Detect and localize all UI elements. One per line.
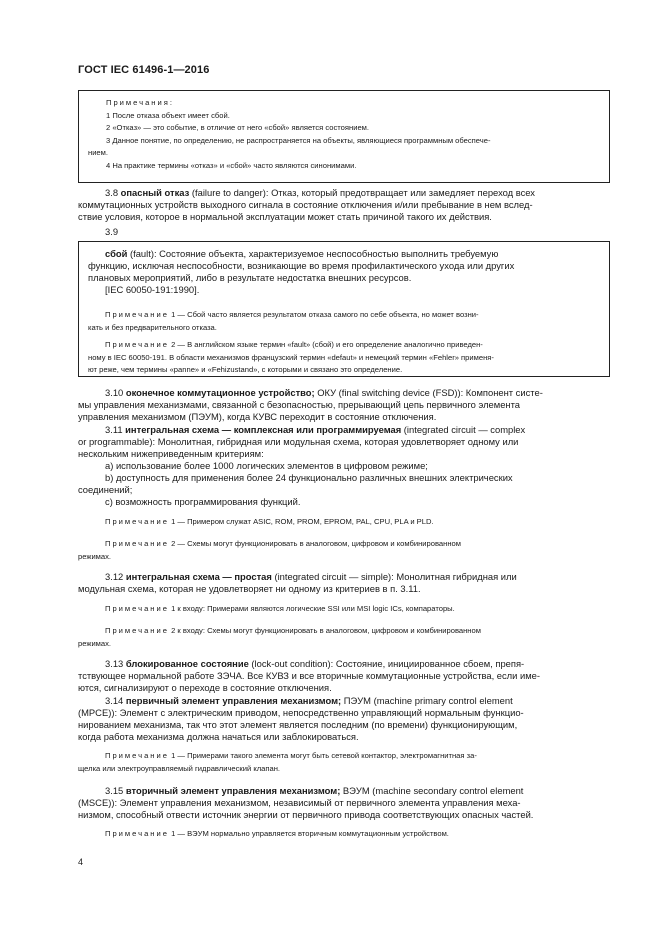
page-number: 4 [78,857,84,867]
clause-3-11 [78,424,610,508]
clause-text: (lock-out condition): Состояние, инициированное сбоем, препя- [248,658,525,669]
note-item: 1 После отказа объект имеет сбой. [106,110,230,120]
list-item: соединений; [78,484,133,495]
clause-text: модульная схема, которая не удовлетворяет ни одному из критериев в п. 3.11. [78,583,421,594]
note-text: кать и без предварительного отказа. [88,322,217,332]
term: интегральная схема — комплексная или программируемая [125,424,402,435]
note-item: 3 Данное понятие, по определению, не распространяется на объекты, являющиеся программным обеспече- [106,135,491,145]
note-label: Примечание [105,829,169,838]
term: интегральная схема — простая [125,571,272,582]
clause-3-14 [78,695,610,743]
notes-title: Примечания: [106,98,174,107]
notes-box-text [88,97,604,172]
clause-text: нированием механизма, так что этот элемент является последним (по времени) функционирующим, [78,719,518,730]
note-item: 2 «Отказ» — это событие, в отличие от него «сбой» является состоянием. [106,123,369,132]
clause-3-8 [78,187,610,223]
clause-text: управления механизмом (ПЭУМ), когда КУВС переходит в состояние отключения. [78,411,437,422]
clause-text: ОКУ (final switching device (FSD)): Компонент систе- [314,387,543,398]
note-text: 1 к входу: Примерами являются логические SSI или MSI logic ICs, компараторы. [168,604,455,613]
clause-text: ПЭУМ (machine primary control element [341,695,513,706]
note-text: 2 — Схемы могут функционировать в аналоговом, цифровом и комбинированном [168,539,461,548]
term: сбой [105,248,128,259]
note-label: Примечание [105,310,169,319]
clause-text: когда работа механизма должна начаться или заблокироваться. [78,731,359,742]
clause-text: ВЭУМ (machine secondary control element [340,785,524,796]
definition-notes [88,309,602,377]
note-text: 1 — ВЭУМ нормально управляется вторичным коммутационным устройством. [168,829,449,838]
note-text: режимах. [78,638,112,648]
clause-number: 3.12 [105,571,124,582]
term: опасный отказ [120,187,190,198]
note-label: Примечание [105,517,169,526]
reference: [IEC 60050-191:1990]. [105,284,200,295]
clause-3-12-note-2 [78,625,610,650]
note-text: 1 — Примерами такого элемента могут быть сетевой контактор, электромагнитная за- [168,751,477,760]
clause-text: нескольким нижеприведенным критериям: [78,448,264,459]
clause-number: 3.8 [105,187,119,198]
clause-3-14-note-1 [78,750,610,775]
clause-3-15 [78,785,610,821]
clause-3-15-note-1 [78,828,610,841]
note-text: 1 — Примером служат ASIC, ROM, PROM, EPROM, PAL, CPU, PLA и PLD. [168,517,434,526]
definition-text: функцию, исключая неспособности, возникающие во время профилактического ухода или других [88,260,515,271]
term: первичный элемент управления механизмом; [125,695,342,706]
list-item: a) использование более 1000 логических элементов в цифровом режиме; [105,460,428,471]
clause-text: ствие условия, которое в нормальной эксплуатации может стать причиной такого их действия. [78,211,492,222]
standard-header: ГОСТ IEC 61496-1—2016 [78,64,210,76]
clause-text: тствующее нормальной работе ЗЭЧА. Все КУВЗ и все вторичные коммутационные устройства, если име- [78,670,541,681]
clause-number: 3.14 [105,695,124,706]
note-label: Примечание [105,539,169,548]
note-label: Примечание [105,604,169,613]
note-text: ют реже, чем термины «panne» и «Fehizustand», с которыми и связано это определение. [88,365,403,374]
clause-text: низмом, способный отвести источник энергии от первичного привода соответствующих опасных частей. [78,809,534,820]
note-item: нием. [88,148,108,157]
clause-3-12-note-1 [78,603,610,616]
clause-text: (failure to danger): Отказ, который предотвращает или замедляет переход всех [189,187,535,198]
note-text: режимах. [78,551,112,561]
clause-number: 3.15 [105,785,124,796]
list-item: c) возможность программирования функций. [105,496,301,507]
list-item: b) доступность для применения более 24 функционально различных внешних электрических [105,472,513,483]
clause-text: коммутационных устройств выходного сигнала в состояние отключения и/или пребывание в нем вслед- [78,199,533,210]
clause-3-13 [78,658,610,694]
definition-box-text [88,248,602,296]
clause-3-11-note-2 [78,538,610,563]
clause-text: (integrated circuit — complex [401,424,526,435]
clause-3-11-note-1 [78,516,610,529]
clause-3-9-number: 3.9 [105,226,119,237]
clause-text: мы управления механизмами, связанной с безопасностью, прерывающий цепь первичного элемента [78,399,520,410]
note-text: ному в IEC 60050-191. В области механизмов французский термин «defaut» и немецкий термин «Fehler» применя- [88,352,494,362]
clause-text: (integrated circuit — simple): Монолитная гибридная или [271,571,517,582]
clause-text: or programmable): Монолитная, гибридная или модульная схема, которая удовлетворяет одному или [78,436,519,447]
term: оконечное коммутационное устройство; [125,387,315,398]
clause-number: 3.13 [105,658,124,669]
note-text: щелка или электроуправляемый гидравлический клапан. [78,763,281,773]
note-label: Примечание [105,751,169,760]
definition-text: (fault): Состояние объекта, характеризуемое неспособностью выполнить требуемую [127,248,499,259]
clause-number: 3.11 [105,424,123,435]
clause-3-10 [78,387,610,423]
note-text: 2 — В английском языке термин «fault» (сбой) и его определение аналогично приведен- [168,340,483,349]
clause-3-12 [78,571,610,595]
clause-number: 3.10 [105,387,124,398]
clause-text: ются, сигнализируют о переходе в состояние отключения. [78,682,332,693]
note-text: 2 к входу: Схемы могут функционировать в аналоговом, цифровом и комбинированном [168,626,481,635]
note-item: 4 На практике термины «отказ» и «сбой» часто являются синонимами. [106,160,357,170]
term: блокированное состояние [125,658,249,669]
note-label: Примечание [105,626,169,635]
definition-text: плановых мероприятий, либо в результате недостатка внешних ресурсов. [88,272,412,283]
clause-text: (MSCE)): Элемент управления механизмом, независимый от первичного элемента управления меха- [78,797,521,808]
clause-text: (MPCE)): Элемент с электрическим приводом, непосредственно управляющий нормальным функцио- [78,707,524,718]
term: вторичный элемент управления механизмом; [125,785,341,796]
note-label: Примечание [105,340,169,349]
note-text: 1 — Сбой часто является результатом отказа самого по себе объекта, но может возни- [168,310,479,319]
